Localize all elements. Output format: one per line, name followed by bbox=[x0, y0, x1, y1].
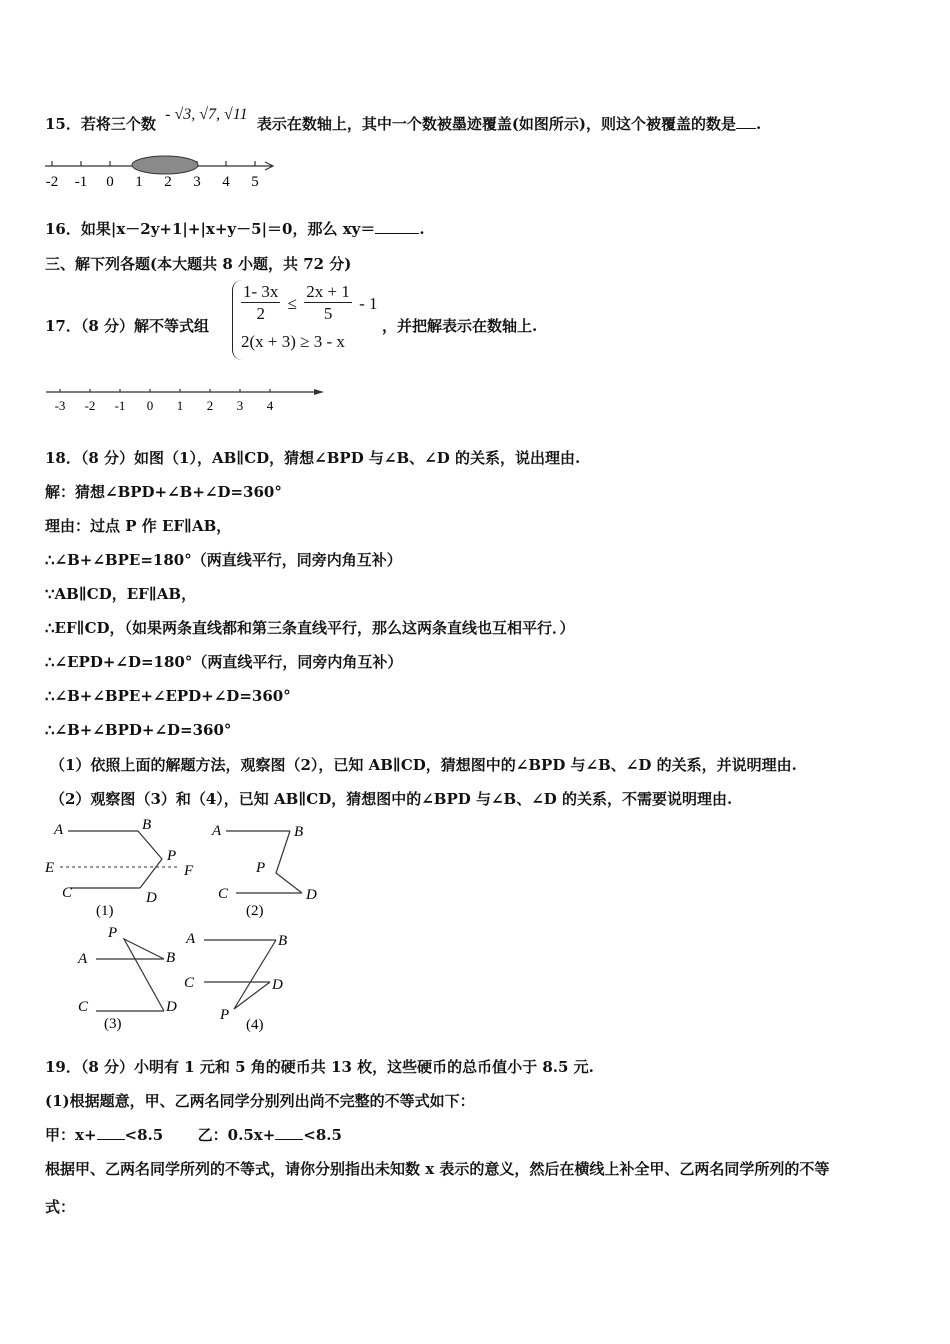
fig3-label-p: P bbox=[108, 925, 118, 941]
q17-inequality-system bbox=[232, 280, 383, 360]
q17-frac-left bbox=[241, 282, 280, 325]
q15-suffix: 表示在数轴上，其中一个数被墨迹覆盖(如图所示)，则这个被覆盖的数是 bbox=[256, 115, 737, 133]
axis15-tick-label-2: 0 bbox=[106, 174, 114, 190]
fig1-label-a: A bbox=[54, 822, 64, 838]
q19-jia-prefix: 甲：x+ bbox=[45, 1126, 97, 1144]
axis15-tick-label-5: 3 bbox=[193, 174, 201, 190]
q15-line bbox=[45, 106, 762, 135]
q17-leq: ≤ bbox=[287, 293, 298, 313]
q17-suffix: ，并把解表示在数轴上. bbox=[382, 317, 538, 335]
axis15-tick-label-4: 2 bbox=[164, 174, 172, 190]
q16-text: 16．如果|x－2y+1|+|x+y－5|＝0，那么 xy＝ bbox=[45, 220, 376, 238]
number-line-q17 bbox=[44, 382, 334, 422]
q17-row1 bbox=[241, 282, 381, 325]
q15-end: . bbox=[756, 115, 762, 133]
q18-line-8: ∴∠B+∠BPD+∠D=360° bbox=[45, 721, 232, 739]
q18-line-2: 理由：过点 P 作 EF∥AB， bbox=[45, 517, 232, 535]
fig3-caption: (3) bbox=[104, 1016, 122, 1032]
number-line-q15 bbox=[40, 152, 280, 192]
figure-3 bbox=[77, 925, 177, 1032]
q17-row2: 2(x + 3) ≥ 3 - x bbox=[241, 332, 345, 351]
figure-2 bbox=[211, 823, 317, 919]
fig2-label-d: D bbox=[306, 887, 317, 903]
fig3-label-d: D bbox=[166, 999, 177, 1015]
q19-jia-suffix: <8.5 bbox=[124, 1126, 164, 1144]
ink-blot bbox=[132, 156, 198, 174]
axis17-tick-label-1: -2 bbox=[84, 398, 96, 413]
fig4-label-p: P bbox=[220, 1007, 230, 1023]
fig2-label-c: C bbox=[218, 886, 229, 902]
q17-den-left: 2 bbox=[256, 304, 265, 323]
axis15-tick-label-6: 4 bbox=[222, 174, 230, 190]
fig1-label-p: P bbox=[167, 848, 177, 864]
q15-prefix: 15．若将三个数 bbox=[45, 115, 156, 133]
axis15-tick-label-7: 5 bbox=[251, 174, 259, 190]
q17-num-left: 1- 3x bbox=[243, 282, 279, 301]
fig4-label-a: A bbox=[186, 931, 196, 947]
fig2-caption: (2) bbox=[246, 903, 264, 919]
fig3-label-c: C bbox=[78, 999, 89, 1015]
q16-answer-blank[interactable] bbox=[375, 219, 419, 234]
q18-line-7: ∴∠B+∠BPE+∠EPD+∠D=360° bbox=[45, 687, 291, 705]
section3-title: 三、解下列各题(本大题共 8 小题，共 72 分) bbox=[45, 255, 352, 273]
fig3-label-b: B bbox=[166, 950, 176, 966]
q18-line-3: ∴∠B+∠BPE=180°（两直线平行，同旁内角互补） bbox=[45, 551, 402, 569]
q19-line-3 bbox=[45, 1125, 342, 1145]
axis15-tick-label-0: -2 bbox=[45, 174, 59, 190]
q17-frac-right bbox=[304, 282, 352, 325]
q18-line-5: ∴EF∥CD，（如果两条直线都和第三条直线平行，那么这两条直线也互相平行．） bbox=[45, 619, 575, 637]
fig4-label-c: C bbox=[184, 975, 195, 991]
axis17-tick-label-6: 3 bbox=[236, 398, 244, 413]
q19-yi-prefix: 乙：0.5x+ bbox=[197, 1126, 276, 1144]
q17-tail: - 1 bbox=[359, 293, 378, 313]
axis17-tick-label-0: -3 bbox=[54, 398, 66, 413]
q19-jia-blank[interactable] bbox=[97, 1125, 125, 1140]
axis15-tick-label-1: -1 bbox=[74, 174, 88, 190]
fig2-label-a: A bbox=[212, 823, 222, 839]
figure-1 bbox=[44, 817, 194, 919]
fig1-label-d: D bbox=[146, 890, 157, 906]
fig4-caption: (4) bbox=[246, 1017, 264, 1033]
q19-line-5: 式： bbox=[45, 1198, 76, 1216]
fig2-label-b: B bbox=[294, 824, 304, 840]
axis17-tick-label-2: -1 bbox=[114, 398, 126, 413]
q18-line-10: （2）观察图（3）和（4），已知 AB∥CD，猜想图中的∠BPD 与∠B、∠D 的关系，不需要说明理由. bbox=[50, 790, 733, 808]
q19-line-2: (1)根据题意，甲、乙两名同学分别列出尚不完整的不等式如下： bbox=[45, 1092, 475, 1110]
axis15-tick-label-3: 1 bbox=[135, 174, 143, 190]
axis17-tick-label-3: 0 bbox=[146, 398, 154, 413]
axis17-tick-label-5: 2 bbox=[206, 398, 214, 413]
q15-answer-blank[interactable] bbox=[736, 114, 756, 129]
fig2-label-p: P bbox=[256, 860, 266, 876]
q16-line bbox=[45, 219, 425, 239]
fig4-label-b: B bbox=[278, 933, 288, 949]
q19-line-4: 根据甲、乙两名同学所列的不等式，请你分别指出未知数 x 表示的意义，然后在横线上补全甲、乙两名同学所列的不等 bbox=[45, 1160, 830, 1178]
fig3-label-a: A bbox=[78, 951, 88, 967]
q18-line-1: 解：猜想∠BPD+∠B+∠D=360° bbox=[45, 483, 282, 501]
figure-4 bbox=[184, 931, 287, 1033]
figures-q18 bbox=[40, 815, 340, 1035]
q18-line-0: 18．（8 分）如图（1），AB∥CD，猜想∠BPD 与∠B、∠D 的关系，说出理由. bbox=[45, 449, 581, 467]
q18-line-9: （1）依照上面的解题方法，观察图（2），已知 AB∥CD，猜想图中的∠BPD 与∠B、∠D 的关系，并说明理由. bbox=[50, 756, 797, 774]
q19-yi-suffix: <8.5 bbox=[303, 1126, 342, 1144]
q16-end: . bbox=[419, 220, 425, 238]
axis17-tick-label-7: 4 bbox=[266, 398, 274, 413]
fig1-label-b: B bbox=[142, 817, 152, 833]
fig1-caption: (1) bbox=[96, 903, 114, 919]
q17-prefix: 17．（8 分）解不等式组 bbox=[45, 317, 210, 335]
q15-numbers: - √3, √7, √11 bbox=[165, 106, 248, 123]
q17-den-right: 5 bbox=[323, 304, 333, 323]
fig1-label-f: F bbox=[184, 863, 194, 879]
fig1-label-e: E bbox=[45, 860, 55, 876]
axis17-tick-label-4: 1 bbox=[176, 398, 184, 413]
q18-line-6: ∴∠EPD+∠D=180°（两直线平行，同旁内角互补） bbox=[45, 653, 403, 671]
fig4-label-d: D bbox=[272, 977, 283, 993]
q19-yi-blank[interactable] bbox=[275, 1125, 303, 1140]
q19-line-1: 19．（8 分）小明有 1 元和 5 角的硬币共 13 枚，这些硬币的总币值小于 8.5 元. bbox=[45, 1058, 594, 1076]
q17-num-right: 2x + 1 bbox=[306, 282, 350, 301]
q18-line-4: ∵AB∥CD，EF∥AB， bbox=[45, 585, 197, 603]
fig1-label-c: C bbox=[62, 885, 73, 901]
